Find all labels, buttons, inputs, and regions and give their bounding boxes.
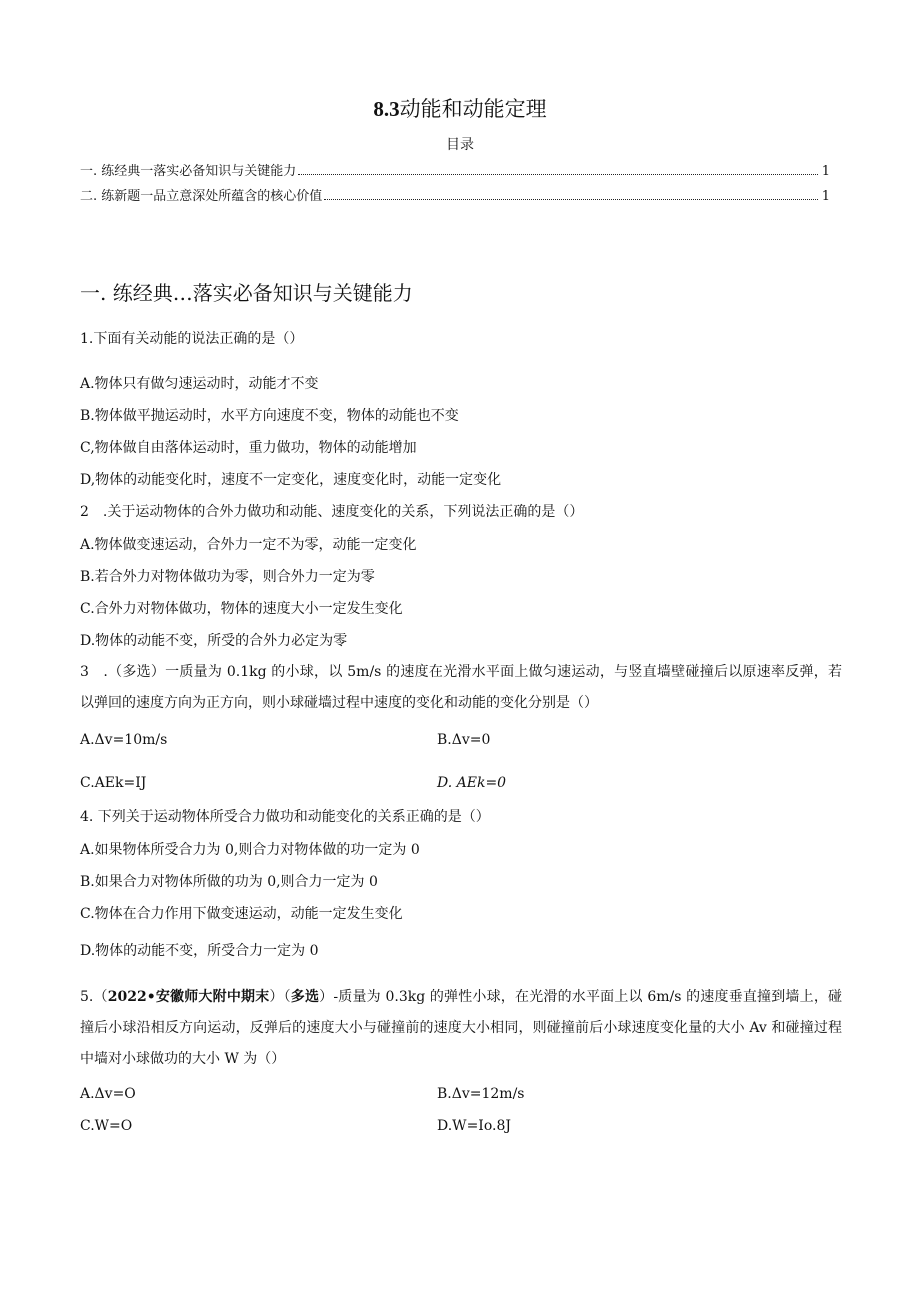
toc-row-label: 一. 练经典一落实必备知识与关键能力 — [80, 164, 297, 179]
question-5-option-c: C.W=O — [80, 1118, 133, 1134]
page-title — [0, 93, 920, 123]
toc-row-1[interactable] — [80, 160, 830, 179]
question-2-option-c: C.合外力对物体做功，物体的速度大小一定发生变化 — [80, 601, 403, 617]
question-1-option-c: C,物体做自由落体运动时，重力做功，物体的动能增加 — [80, 440, 417, 456]
title-number: 8.3 — [373, 97, 400, 121]
question-3-option-c: C.AEk=IJ — [80, 775, 147, 791]
question-5-number: 5.（ — [80, 989, 108, 1005]
question-5-stem — [80, 982, 842, 1075]
title-text: 动能和动能定理 — [399, 97, 547, 121]
question-2-stem: 2 .关于运动物体的合外力做功和动能、速度变化的关系，下列说法正确的是（） — [80, 504, 584, 520]
section-heading-1: 一. 练经典…落实必备知识与关键能力 — [80, 281, 413, 305]
question-2-option-a: A.物体做变速运动，合外力一定不为零，动能一定变化 — [80, 537, 417, 553]
question-1-option-b: B.物体做平抛运动时，水平方向速度不变，物体的动能也不变 — [80, 408, 459, 424]
question-3-option-a: A.Δv=10m/s — [80, 732, 168, 748]
toc-heading: 目录 — [446, 137, 474, 153]
question-5-text: ）-质量为 0.3kg 的弹性小球，在光滑的水平面上以 6m/s 的速度垂直撞到墙上，碰撞后小球沿相反方向运动，反弹后的速度大小与碰撞前的速度大小相同，则碰撞前后小球速度变化量的大小 Av 和碰撞过程中墙对小球做功的大小 W 为（） — [80, 989, 843, 1067]
toc-row-page: 1 — [821, 164, 830, 179]
toc-row-page: 1 — [821, 189, 830, 204]
question-1-option-d: D,物体的动能变化时，速度不一定变化，速度变化时，动能一定变化 — [80, 472, 502, 488]
question-4-option-b: B.如果合力对物体所做的功为 0,则合力一定为 0 — [80, 874, 378, 890]
toc-leader-dots — [324, 199, 817, 200]
question-2-option-b: B.若合外力对物体做功为零，则合外力一定为零 — [80, 569, 375, 585]
question-5-option-d: D.W=Io.8J — [437, 1118, 511, 1134]
question-3-stem: 3 .（多选）一质量为 0.1kg 的小球，以 5m/s 的速度在光滑水平面上做匀速运动，与竖直墙壁碰撞后以原速率反弹，若以弹回的速度方向为正方向，则小球碰墙过程中速度的变化和动能的变化分别是（） — [80, 664, 842, 711]
question-5-option-a: A.Δv=O — [80, 1086, 136, 1102]
question-4-option-d: D.物体的动能不变，所受合力一定为 0 — [80, 943, 319, 959]
question-2-option-d: D.物体的动能不变，所受的合外力必定为零 — [80, 633, 348, 649]
question-5-option-b: B.Δv=12m/s — [437, 1086, 525, 1102]
question-4-stem: 4. 下列关于运动物体所受合力做功和动能变化的关系正确的是（） — [80, 809, 490, 825]
question-1-stem: 1.下面有关动能的说法正确的是（） — [80, 331, 304, 347]
toc-row-label: 二. 练新题一品立意深处所蕴含的核心价值 — [80, 189, 323, 204]
question-5-bracket: ）（ — [269, 989, 291, 1005]
question-1-option-a: A.物体只有做匀速运动时，动能才不变 — [80, 376, 319, 392]
question-3-option-d: D. AEk=0 — [437, 775, 507, 791]
question-3-option-b: B.Δv=0 — [437, 732, 491, 748]
toc-leader-dots — [298, 174, 817, 175]
question-5-multi-tag: 多选 — [290, 989, 320, 1005]
question-4-option-a: A.如果物体所受合力为 0,则合力对物体做的功一定为 0 — [80, 842, 420, 858]
question-4-option-c: C.物体在合力作用下做变速运动，动能一定发生变化 — [80, 906, 403, 922]
toc-row-2[interactable] — [80, 185, 830, 204]
question-5-source: 2022•安徽师大附中期末 — [107, 989, 270, 1005]
